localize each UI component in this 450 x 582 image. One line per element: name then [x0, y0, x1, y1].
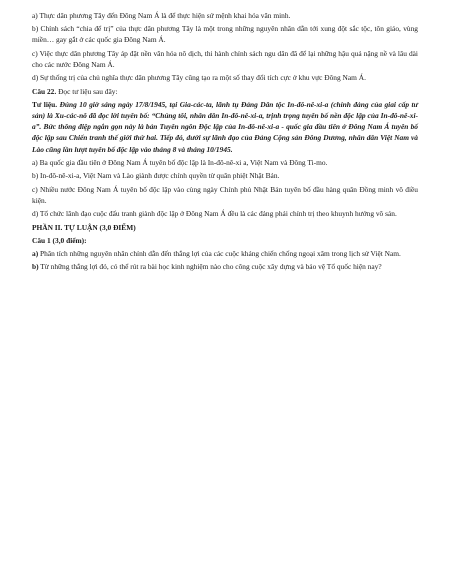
- part2-q1-label: Câu 1 (3,0 điểm):: [32, 235, 87, 245]
- q21-option-c: c) Việc thực dân phương Tây áp đặt nền văn hóa nô dịch, thi hành chính sách ngu dân đã để lại những hậu quả nặng nề và lâu dài cho các nước Đông Nam Á.: [32, 48, 418, 69]
- part2-q1-a-text: Phân tích những nguyên nhân chính dẫn đến thắng lợi của các cuộc kháng chiến chống ngoại xâm trong lịch sử Việt Nam.: [40, 248, 401, 258]
- q22-source-label: Tư liệu.: [32, 100, 58, 110]
- part2-q1-b-text: Từ những thắng lợi đó, có thể rút ra bài học kinh nghiệm nào cho công cuộc xây dựng và bảo vệ Tổ quốc hiện nay?: [40, 262, 382, 272]
- part2-q1-b: [32, 261, 418, 272]
- q21-option-a: a) Thực dân phương Tây đến Đông Nam Á là để thực hiện sứ mệnh khai hóa văn minh.: [32, 11, 291, 20]
- q21-option-b: b) Chính sách “chia để trị” của thực dân phương Tây là một trong những nguyên nhân dẫn tới xung đột sắc tộc, tôn giáo, vùng miền… gay gắt ở các quốc gia Đông Nam Á.: [32, 24, 418, 45]
- part2-q1-a-label: a): [32, 248, 39, 258]
- q22-option-d: d) Tổ chức lãnh đạo cuộc đấu tranh giành độc lập ở Đông Nam Á đều là các đảng phái chính trị theo khuynh hướng vô sản.: [32, 209, 397, 219]
- document-page: [32, 10, 418, 275]
- q22-option-c: c) Nhiều nước Đông Nam Á tuyên bố độc lập vào cùng ngày Chính phủ Nhật Bản tuyên bố đầu hàng quân Đồng minh vô điều kiện.: [32, 184, 418, 205]
- q22-source-text: Đúng 10 giờ sáng ngày 17/8/1945, tại Gia-các-ta, lãnh tụ Đảng Dân tộc In-đô-nê-xi-a (chính đảng của giai cấp tư sản) là Xu-các-nô đã đọc lời tuyên bố: “Chúng tôi, nhân dân In-đô-nê-xi-a, trịnh trọng tuyên bố nền độc lập của In-đô-nê-xi-a”. Bức thông điệp ngắn gọn này là bản Tuyên ngôn Độc lập của In-đô-nê-xi-a - quốc gia đầu tiên ở Đông Nam Á tuyên bố độc lập sau Chiến tranh thế giới thứ hai. Tiếp đó, dưới sự lãnh đạo của Đảng Cộng sản Đông Dương, nhân dân Việt Nam và Lào cũng lần lượt tuyên bố độc lập vào tháng 8 và tháng 10/1945.: [32, 100, 418, 154]
- part2-title: PHẦN II. TỰ LUẬN (3,0 ĐIỂM): [32, 222, 136, 232]
- q22-option-b: b) In-đô-nê-xi-a, Việt Nam và Lào giành được chính quyền từ quân phiệt Nhật Bản.: [32, 171, 280, 181]
- q22-source: [32, 99, 418, 154]
- part2-q1-b-label: b): [32, 262, 39, 272]
- q22-option-a: a) Ba quốc gia đầu tiên ở Đông Nam Á tuyên bố độc lập là In-đô-nê-xi a, Việt Nam và Đông Ti-mo.: [32, 157, 328, 167]
- q22-instruction: Đọc tư liệu sau đây:: [58, 86, 118, 96]
- part2-q1-a: [32, 248, 418, 259]
- q22-heading: [32, 86, 418, 97]
- q21-option-d: d) Sự thống trị của chủ nghĩa thực dân phương Tây cũng tạo ra một số thay đổi tích cực ở khu vực Đông Nam Á.: [32, 73, 366, 83]
- q22-label: Câu 22.: [32, 86, 57, 96]
